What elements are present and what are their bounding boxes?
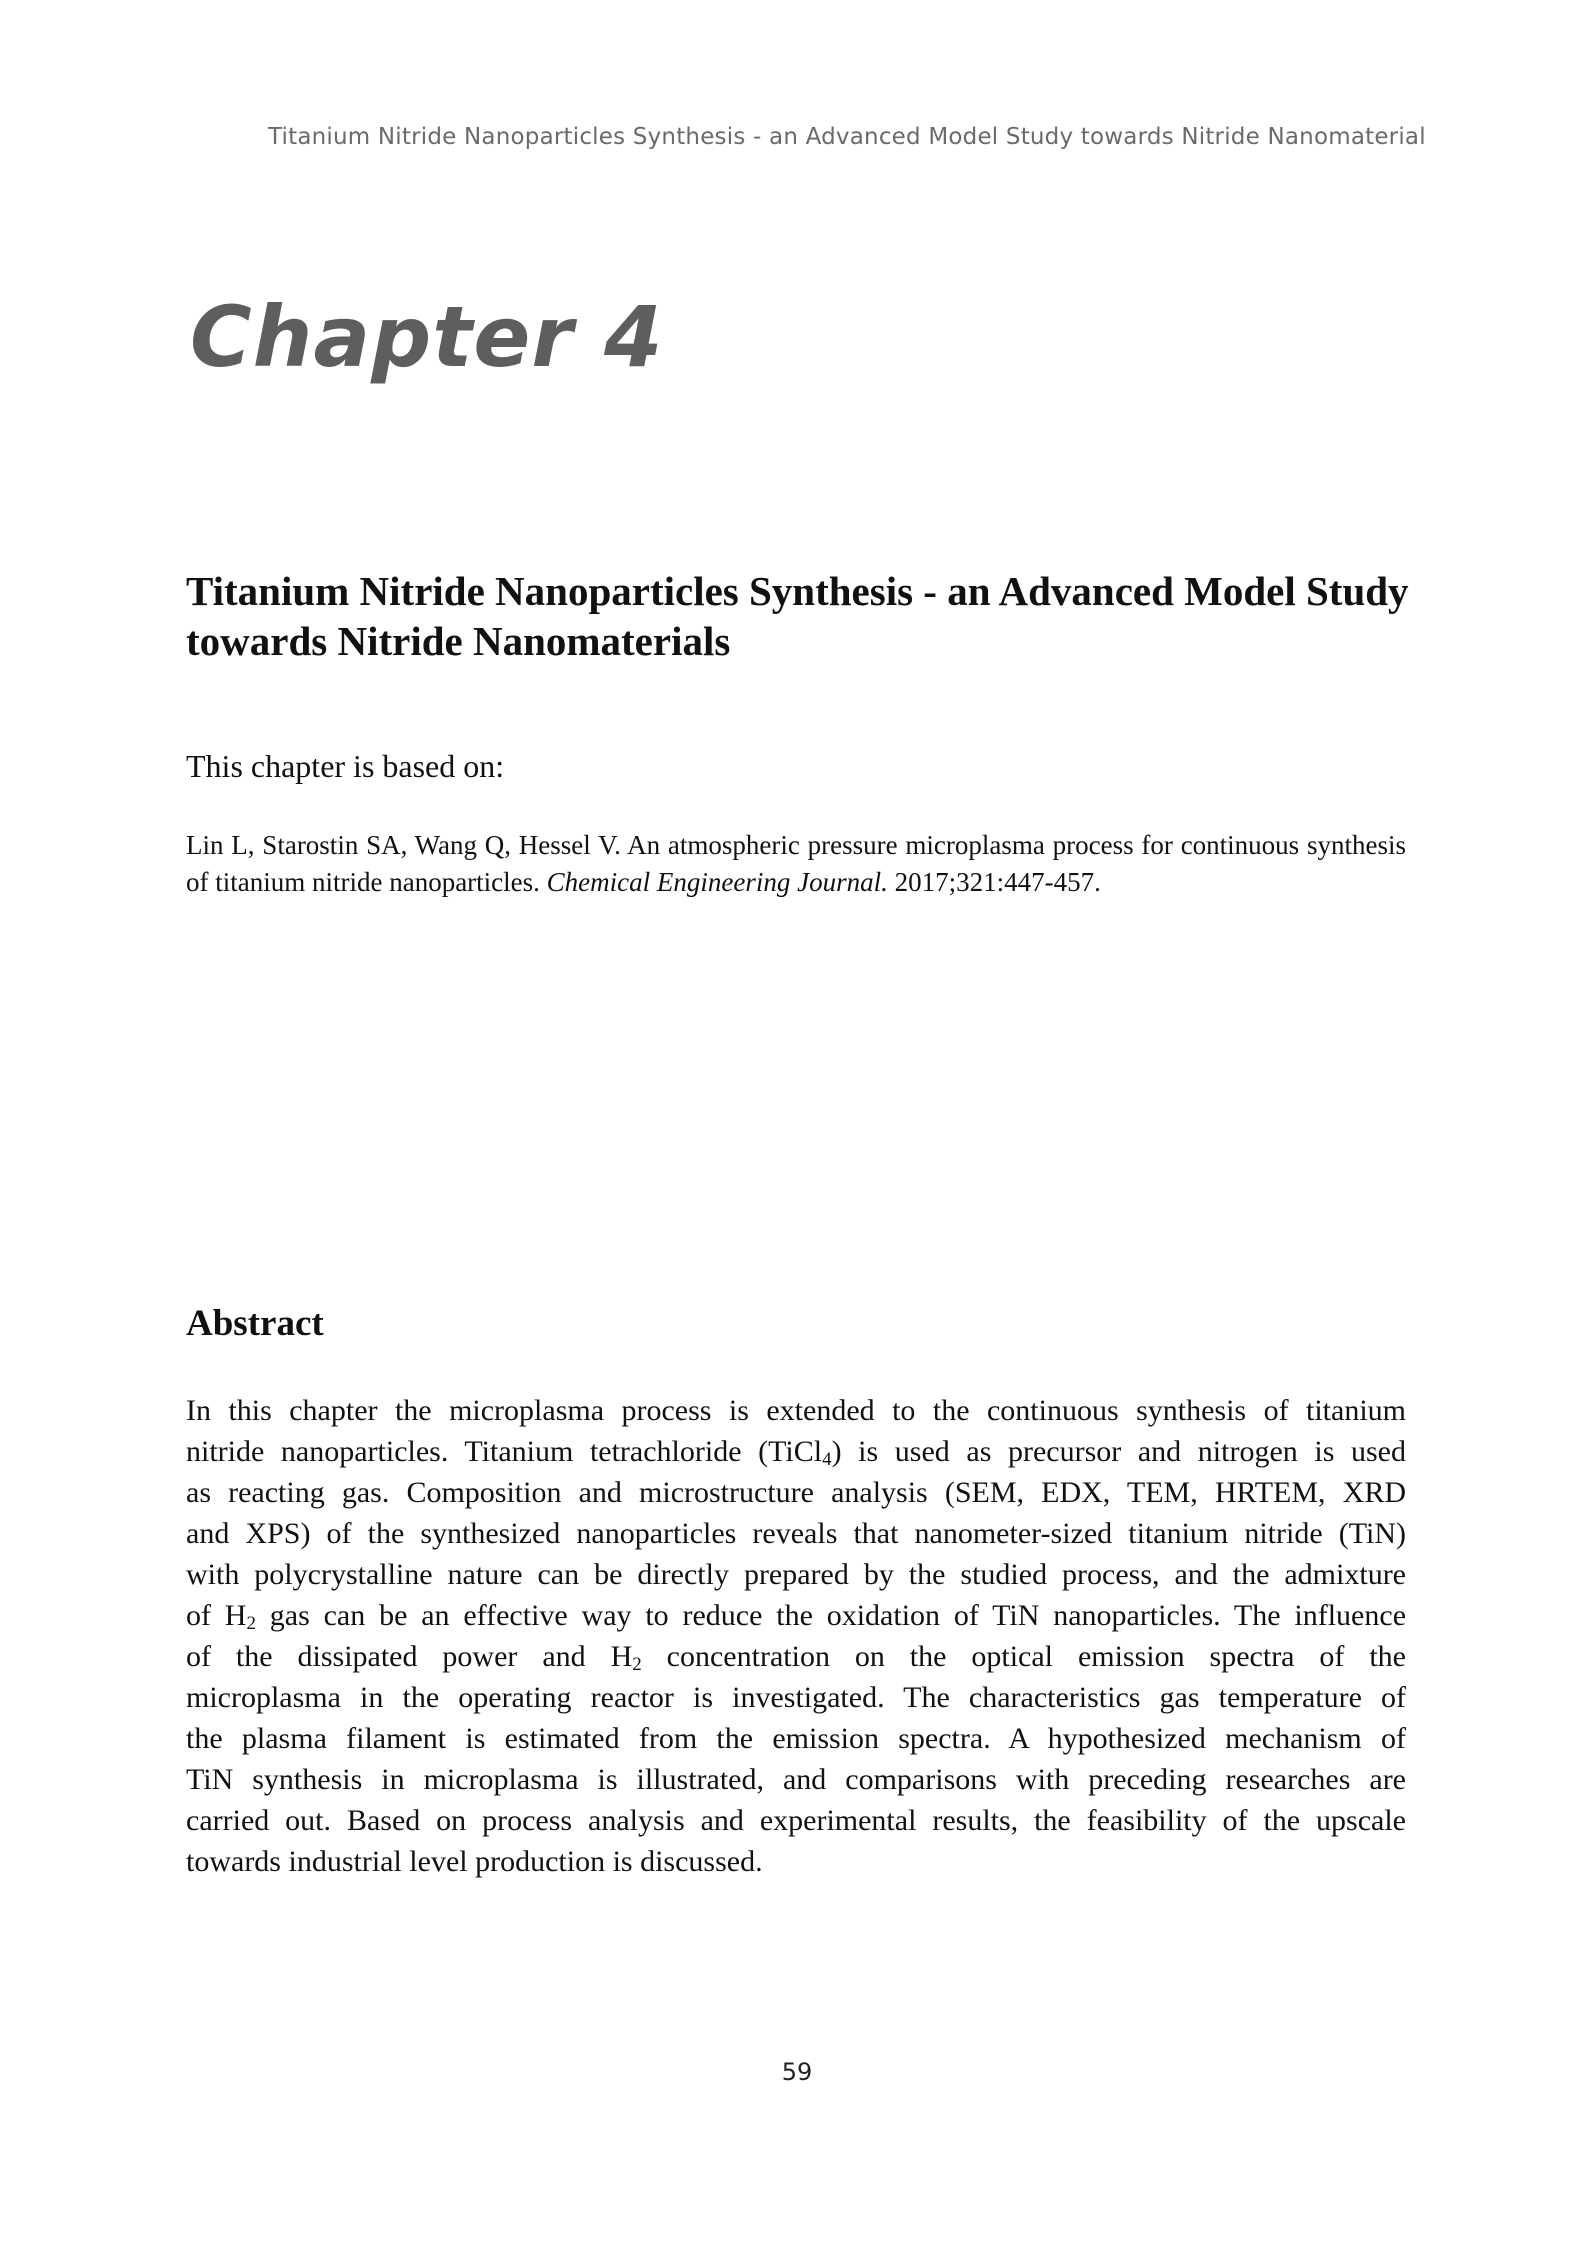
page-number: 59 [781,2058,813,2086]
abstract-text: ) is used as precursor and nitrogen is used [831,1435,1406,1468]
citation [186,827,1406,901]
citation-authors-title: Lin L, Starostin SA, Wang Q, Hessel V. An atmospheric pressure microplasma process for continuous synthesis of titanium nitride nanoparticles. [186,830,1406,897]
abstract-body [186,1390,1406,1882]
subscript: 4 [822,1449,832,1470]
citation-journal: Chemical Engineering Journal. [546,867,888,897]
abstract-line: with polycrystalline nature can be directly prepared by the studied process, and the admixture [186,1558,1406,1591]
abstract-text: of the dissipated power and H [186,1640,633,1673]
abstract-line: TiN synthesis in microplasma is illustrated, and comparisons with preceding researches are [186,1763,1406,1796]
subscript: 2 [632,1654,642,1675]
abstract-text: gas can be an effective way to reduce the oxidation of TiN nanoparticles. The influence [255,1599,1407,1632]
abstract-line [186,1595,1406,1636]
abstract-line [186,1636,1406,1677]
abstract-line: and XPS) of the synthesized nanoparticles reveals that nanometer-sized titanium nitride (TiN) [186,1517,1406,1550]
abstract-line: the plasma filament is estimated from the emission spectra. A hypothesized mechanism of [186,1722,1406,1755]
abstract-heading: Abstract [186,1303,324,1344]
abstract-line: In this chapter the microplasma process is extended to the continuous synthesis of titanium [186,1394,1406,1427]
abstract-text: nitride nanoparticles. Titanium tetrachloride (TiCl [186,1435,823,1468]
running-header: Titanium Nitride Nanoparticles Synthesis - an Advanced Model Study towards Nitride Nanomaterial [268,124,1426,150]
citation-volume-pages: 2017;321:447-457. [894,867,1101,897]
abstract-line: as reacting gas. Composition and microstructure analysis (SEM, EDX, TEM, HRTEM, XRD [186,1476,1406,1509]
abstract-text: concentration on the optical emission spectra of the [641,1640,1407,1673]
chapter-label: Chapter 4 [190,288,664,386]
chapter-title: Titanium Nitride Nanoparticles Synthesis - an Advanced Model Study towards Nitride Nanomaterials [186,568,1409,664]
abstract-line [186,1431,1406,1472]
abstract-line: microplasma in the operating reactor is investigated. The characteristics gas temperature of [186,1681,1406,1714]
subscript: 2 [246,1613,256,1634]
abstract-text: of H [186,1599,247,1632]
based-on-intro: This chapter is based on: [186,748,505,784]
abstract-line: towards industrial level production is discussed. [186,1845,763,1878]
abstract-line: carried out. Based on process analysis and experimental results, the feasibility of the upscale [186,1804,1406,1837]
